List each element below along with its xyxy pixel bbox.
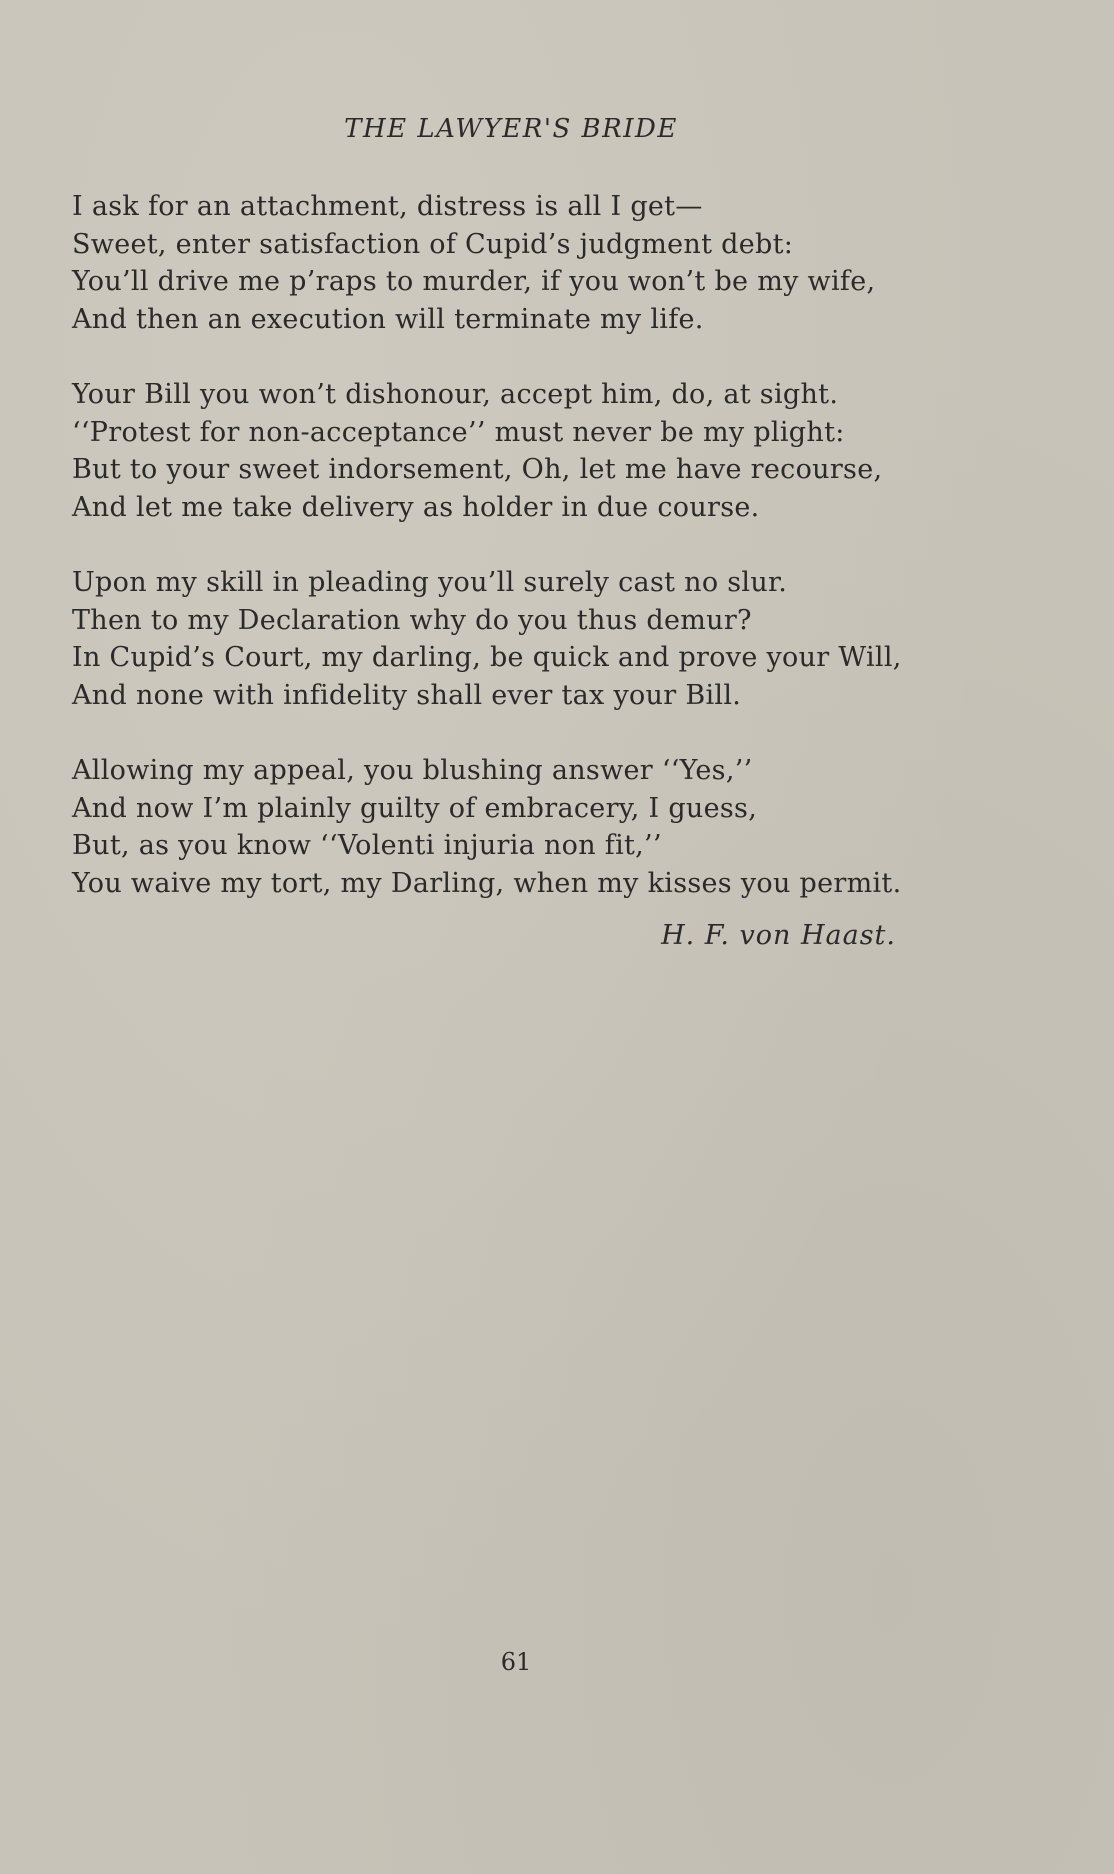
poem-line: And then an execution will terminate my life. (72, 303, 704, 335)
poem-line: Your Bill you won’t dishonour, accept him, do, at sight. (72, 379, 839, 410)
poem-line: ‘‘Protest for non-acceptance’’ must never be my plight: (72, 416, 845, 448)
author-signature: H. F. von Haast. (661, 920, 896, 951)
poem-line: Then to my Declaration why do you thus demur? (72, 604, 752, 636)
poem-line: Allowing my appeal, you blushing answer ‘‘Yes,’’ (72, 755, 753, 786)
poem-line: And none with infidelity shall ever tax your Bill. (72, 679, 742, 711)
page-number: 61 (500, 1648, 532, 1676)
poem-line: But, as you know ‘‘Volenti injuria non fit,’’ (72, 830, 662, 861)
poem-body (72, 188, 1032, 940)
poem-line: You’ll drive me p’raps to murder, if you won’t be my wife, (72, 266, 876, 297)
stanza-1 (72, 188, 1032, 338)
poem-line: And now I’m plainly guilty of embracery, I guess, (72, 792, 758, 824)
stanza-4 (72, 752, 1032, 902)
poem-title: THE LAWYER'S BRIDE (344, 114, 678, 144)
poem-line: You waive my tort, my Darling, when my kisses you permit. (72, 867, 902, 899)
stanza-2 (72, 376, 1032, 526)
poem-line: And let me take delivery as holder in due course. (72, 491, 760, 523)
poem-line: But to your sweet indorsement, Oh, let me have recourse, (72, 454, 883, 485)
poem-line: I ask for an attachment, distress is all I get— (72, 191, 703, 222)
stanza-3 (72, 564, 1032, 714)
poem-line: In Cupid’s Court, my darling, be quick and prove your Will, (72, 642, 902, 673)
poem-line: Upon my skill in pleading you’ll surely cast no slur. (72, 567, 788, 598)
poem-line: Sweet, enter satisfaction of Cupid’s judgment debt: (72, 228, 794, 260)
